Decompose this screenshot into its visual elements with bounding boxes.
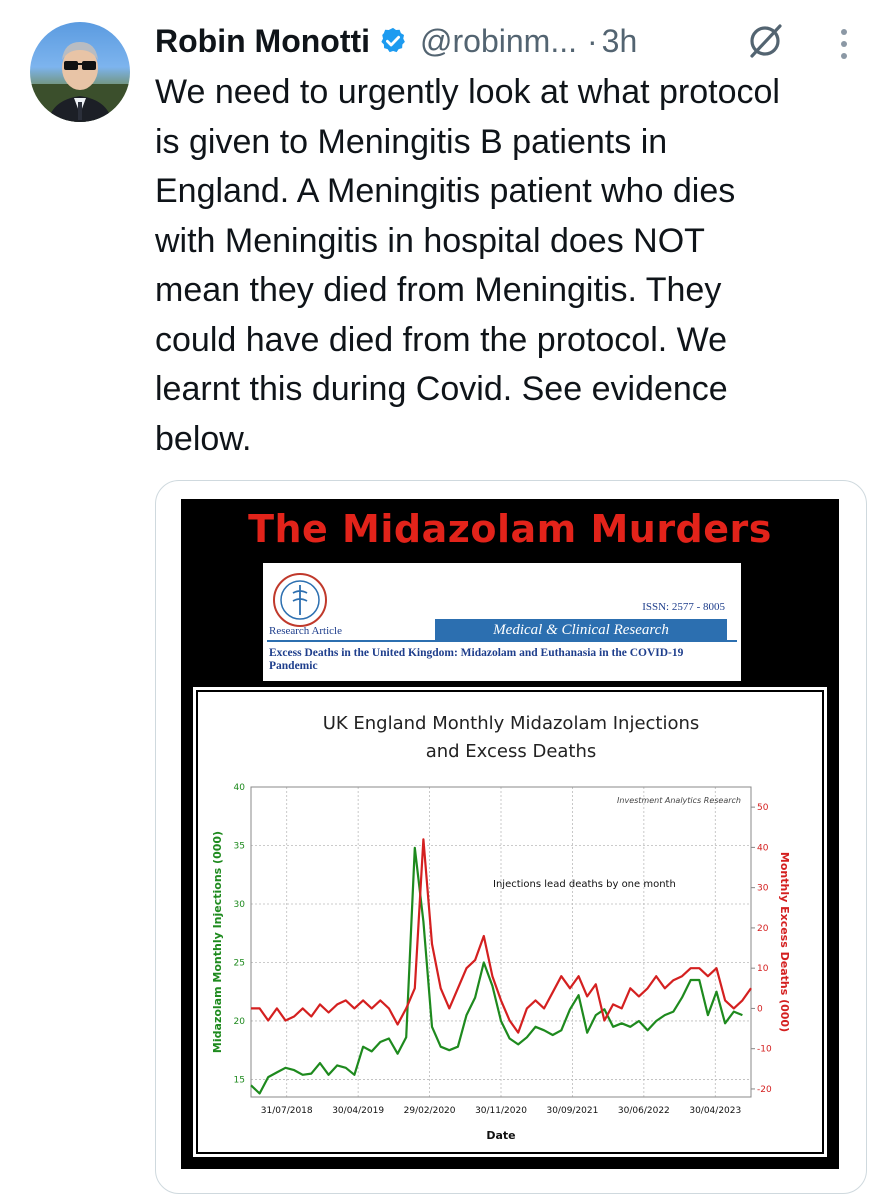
journal-header: [263, 563, 741, 681]
header-separator: ·: [587, 22, 598, 59]
tweet-text-line: below.: [155, 419, 252, 458]
article-title-line: Pandemic: [269, 660, 318, 672]
author-name[interactable]: Robin Monotti: [155, 22, 371, 59]
right-tick-label: -20: [757, 1084, 772, 1095]
left-tick-label: 20: [233, 1016, 245, 1027]
right-tick-label: 30: [757, 883, 769, 894]
chart-axes: [234, 783, 772, 1116]
x-tick-label: 30/09/2021: [546, 1106, 599, 1116]
chart-grid: [251, 787, 751, 1097]
right-axis-label: Monthly Excess Deaths (000): [778, 851, 791, 1033]
tweet-text-line: mean they died from Meningitis. They: [155, 271, 722, 309]
right-tick-label: 50: [757, 803, 769, 814]
chart-title-line: and Excess Deaths: [425, 741, 597, 762]
right-tick-label: -10: [757, 1044, 772, 1055]
x-tick-label: 31/07/2018: [260, 1106, 313, 1116]
x-tick-label: 30/04/2023: [689, 1106, 742, 1116]
author-handle[interactable]: @robinm...: [420, 22, 577, 59]
more-options-icon[interactable]: [832, 24, 856, 64]
poster-title: The Midazolam Murders: [248, 507, 772, 551]
avatar-image: [30, 22, 130, 122]
x-tick-label: 30/06/2022: [617, 1106, 670, 1116]
left-tick-label: 40: [233, 783, 245, 793]
tweet-text: [155, 68, 875, 464]
tweet-media-image[interactable]: [155, 480, 867, 1194]
tweet-timestamp[interactable]: 3h: [601, 22, 638, 59]
left-tick-label: 25: [233, 958, 245, 969]
x-tick-label: 30/04/2019: [332, 1106, 385, 1116]
chart-watermark: Investment Analytics Research: [617, 796, 741, 805]
x-tick-label: 30/11/2020: [475, 1106, 527, 1116]
author-avatar[interactable]: [30, 22, 130, 122]
tweet-text-line: learnt this during Covid. See evidence: [155, 370, 728, 408]
tweet-text-line: We need to urgently look at what protocol: [155, 73, 780, 111]
chart-title-line: UK England Monthly Midazolam Injections: [322, 713, 700, 734]
right-tick-label: 0: [757, 1004, 763, 1015]
left-tick-label: 35: [233, 841, 245, 852]
tweet-header: [155, 18, 637, 64]
poster: [181, 499, 839, 1169]
x-tick-label: 29/02/2020: [403, 1106, 456, 1116]
article-type: Research Article: [269, 625, 342, 637]
right-tick-label: 10: [757, 964, 769, 975]
right-tick-label: 20: [757, 923, 769, 934]
left-axis-label: Midazolam Monthly Injections (000): [211, 830, 224, 1054]
verified-badge-icon: [378, 26, 408, 56]
midazolam-chart: [193, 687, 827, 1157]
chart-annotation: Injections lead deaths by one month: [493, 879, 676, 890]
left-tick-label: 15: [233, 1075, 245, 1086]
x-axis-label: Date: [486, 1129, 516, 1142]
chart-container: [193, 687, 827, 1157]
journal-issn: ISSN: 2577 - 8005: [642, 601, 725, 613]
tweet-text-line: England. A Meningitis patient who dies: [155, 172, 736, 210]
left-tick-label: 30: [233, 899, 245, 910]
tweet-text-line: with Meningitis in hospital does NOT: [155, 221, 705, 260]
plot-area-frame: [251, 787, 751, 1097]
journal-name: Medical & Clinical Research: [435, 619, 727, 641]
article-title: [269, 647, 739, 673]
article-title-line: Excess Deaths in the United Kingdom: Midazolam and Euthanasia in the COVID-19: [269, 647, 684, 659]
tweet-text-line: could have died from the protocol. We: [155, 320, 728, 359]
grok-icon[interactable]: [744, 20, 786, 62]
journal-logo-icon: [271, 571, 329, 629]
journal-divider: [267, 640, 737, 642]
right-tick-label: 40: [757, 843, 769, 854]
tweet-text-line: is given to Meningitis B patients in: [155, 122, 668, 161]
